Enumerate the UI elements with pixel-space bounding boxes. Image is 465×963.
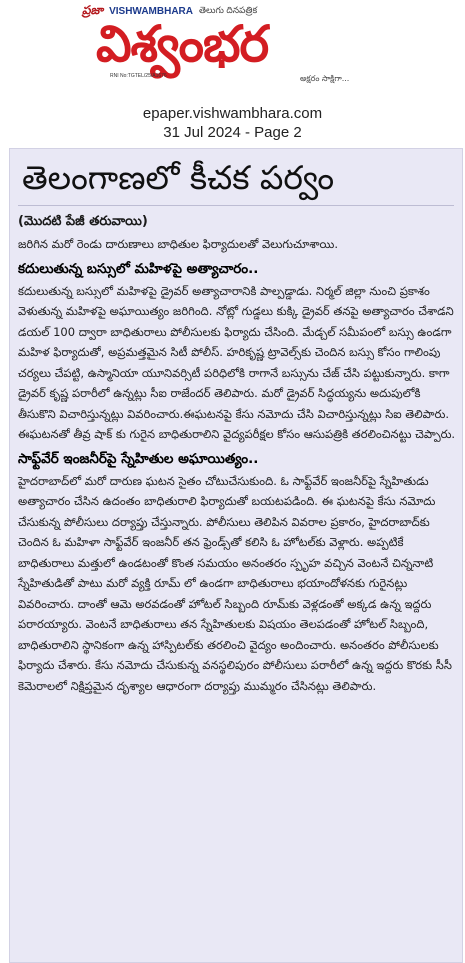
continued-note: (మొదటి పేజీ తరువాయి) [18,214,148,229]
masthead [0,0,465,100]
paragraph-software-engineer-case: హైదరాబాద్‌లో మరో దారుణ ఘటన సైతం చోటుచేసుకుంది. ఓ సాఫ్ట్‌వేర్ ఇంజనీర్‌పై స్నేహితుడు అత్యాచారం చేసిన ఉదంతం బాధితురాలి ఫిర్యాదుతో బయటపడింది. ఈ ఘటనపై కేసు నమోదు చేసుకున్న పోలీసులు దర్యాప్తు చేస్తున్నారు. పోలీసులు తెలిపిన వివరాల ప్రకారం, హైదరాబాద్‌కు చెందిన ఓ మహిళా సాఫ్ట్‌వేర్ ఇంజనీర్ తన ఫ్రెండ్స్‌తో కలిసి ఓ హోటల్‌కు వెళ్లారు. అప్పటికే బాధితురాలు మత్తులో ఉండటంతో కొంత సమయం అనంతరం స్పృహ వచ్చిన వెంటనే చిన్ననాటి స్నేహితుడితో పాటు మరో వ్యక్తి రూమ్ లో ఉండగా బాధితురాలు భయాందోళనకు గురైనట్లు వివరించారు. దాంతో ఆమె అరవడంతో హోటల్ సిబ్బంది రూమ్‌కు వెళ్లడంతో అక్కడ ఉన్న ఇద్దరు పరారయ్యారు. వెంటనే బాధితురాలు తన స్నేహితులకు విషయం తెలపడంతో హోటల్ సిబ్బంది, బాధితురాలిని స్థానికంగా ఉన్న హాస్పిటల్‌కు తరలించి వైద్యం అందించారు. అనంతరం పోలీసులకు ఫిర్యాదు చేశారు. కేసు నమోదు చేసుకున్న వనస్థలిపురం పోలీసులు పరారీలో ఉన్న ఇద్దరు కొరకు సీసీ కెమెరాలలో నిక్షిప్తమైన దృశ్యాల ఆధారంగా దర్యాప్తు ముమ్మరం చేసినట్లు తెలిపారు. [18,473,452,693]
brand-tagline: అక్షరం సాక్షిగా... [300,74,350,83]
brand-name: విశ్వంభర [96,15,269,73]
praja-label: ప్రజా [82,3,104,17]
subheading-bus-case: కదులుతున్న బస్సులో మహిళపై అత్యాచారం.. [18,260,259,277]
intro-paragraph: జరిగిన మరో రెండు దారుణాలు బాధితుల ఫిర్యాదులతో వెలుగుచూశాయి. [18,237,338,251]
article-body [10,206,462,696]
article-clipping [9,148,463,963]
brand-latin: VISHWAMBHARA [109,6,193,17]
rni-number: RNI No:TGTEL/25/A1676 [110,73,167,79]
epaper-url: epaper.vishwambhara.com [142,105,323,122]
newspaper-logo [96,14,268,74]
subheading-software-engineer-case: సాఫ్ట్‌వేర్ ఇంజనీర్‌పై స్నేహితుల అఘాయిత్యం.. [18,450,259,467]
brand-tagline-top: తెలుగు దినపత్రిక [198,5,258,15]
article-headline: తెలంగాణలో కీచక పర్వం [18,155,454,206]
edition-date-page: 31 Jul 2024 - Page 2 [163,124,302,141]
paragraph-bus-case: కదులుతున్న బస్సులో మహిళపై డ్రైవర్ అత్యాచారానికి పాల్పడ్డాడు. నిర్మల్ జిల్లా నుంచి ప్రకాశం వెళుతున్న మహిళపై అఘాయిత్యం జరిగింది. నోట్లో గుడ్డలు కుక్కి డ్రైవర్ తనపై అత్యాచారం చేశాడని డయల్ 100 ద్వారా బాధితురాలు పోలీసులకు ఫిర్యాదు చేసింది. మేడ్చల్ సమీపంలో బస్సు ఉండగా మహిళ ఫిర్యాదుతో, అప్రమత్తమైన సిటీ పోలీస్. హరికృష్ణ ట్రావెల్స్‌కు చెందిన బస్సు కోసం గాలింపు చర్యలు చేపట్టి, ఉస్మానియా యూనివర్సిటీ పరిధిలోకి రాగానే బస్సును చేజ్ చేసి పట్టుకున్నారు. కాగా డ్రైవర్ కృష్ణ పరారీలో ఉన్నట్లు సీఐ రాజేందర్ తెలిపారు. మరో డ్రైవర్ సిద్ధయ్యను అదుపులోకి తీసుకొని విచారిస్తున్నట్లు వివరించారు.ఈఘటనపై కేసు నమోదు చేసి విచారిస్తున్నట్లు సిఐ తెలిపారు. ఈఘటనతో తీవ్ర షాక్ కు గురైన బాధితురాలిని వైద్యపరీక్షల కోసం ఆసుపత్రికి తరలించినట్టు చెప్పారు. [18,283,456,441]
edition-meta [0,104,465,142]
